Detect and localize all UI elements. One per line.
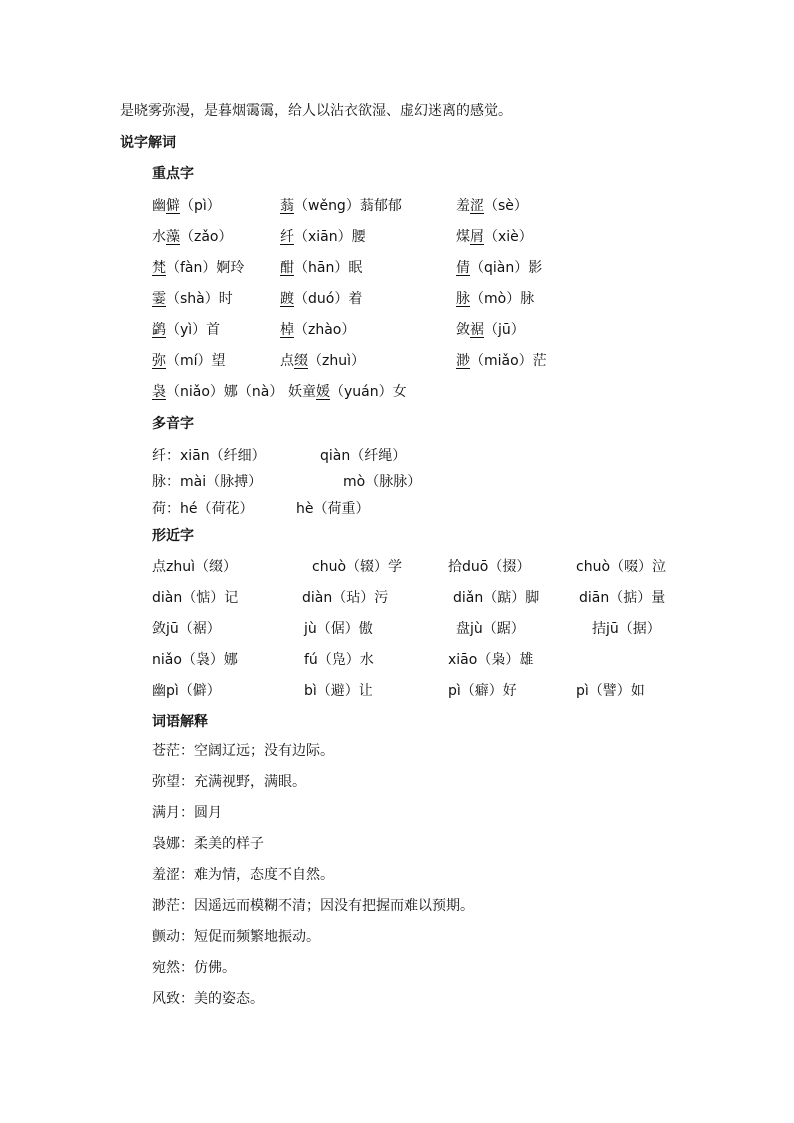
key-char-cell: 霎（shà）时 — [152, 291, 233, 307]
similar-char: bì（避）让 — [304, 683, 373, 699]
key-char-cell: 幽僻（pì） — [152, 198, 221, 214]
vocab-item: 苍茫：空阔辽远；没有边际。 — [152, 743, 334, 759]
vocab-item: 满月：圆月 — [152, 805, 222, 821]
similar-char: niǎo（袅）娜 — [152, 652, 238, 668]
key-char-cell: 脉（mò）脉 — [456, 291, 535, 307]
key-char-cell: 蓊（wěng）蓊郁郁 — [280, 198, 402, 214]
key-char-cell: 水藻（zǎo） — [152, 229, 233, 245]
key-char: 媛 — [316, 384, 330, 400]
similar-char: pì（譬）如 — [576, 683, 645, 699]
key-char: 涩 — [470, 198, 484, 214]
key-char-cell: 袅（niǎo）娜（nà） — [152, 384, 284, 400]
similar-char: 点zhuì（缀） — [152, 559, 237, 575]
vocab-heading: 词语解释 — [152, 714, 208, 730]
key-char-cell: 煤屑（xiè） — [456, 229, 533, 245]
similar-char: 拾duō（掇） — [448, 559, 531, 575]
key-char: 缀 — [294, 353, 308, 369]
key-char-cell: 酣（hān）眠 — [280, 260, 363, 276]
vocab-item: 风致：美的姿态。 — [152, 991, 264, 1007]
key-char-cell: 棹（zhào） — [280, 322, 356, 338]
key-chars-heading: 重点字 — [152, 166, 194, 182]
key-char: 鹢 — [152, 322, 166, 338]
key-char: 蓊 — [280, 198, 294, 214]
key-char: 屑 — [470, 229, 484, 245]
key-char: 酣 — [280, 260, 294, 276]
key-char: 纤 — [280, 229, 294, 245]
key-char: 梵 — [152, 260, 166, 276]
key-char: 渺 — [456, 353, 470, 369]
key-char: 棹 — [280, 322, 294, 338]
similar-char: 盘jù（踞） — [456, 621, 525, 637]
similar-char: 敛jū（裾） — [152, 621, 221, 637]
key-char-cell: 倩（qiàn）影 — [456, 260, 543, 276]
polyphone-reading: mò（脉脉） — [343, 474, 422, 490]
key-char: 霎 — [152, 291, 166, 307]
similar-char: chuò（啜）泣 — [576, 559, 667, 575]
key-char-cell: 弥（mí）望 — [152, 353, 226, 369]
key-char: 倩 — [456, 260, 470, 276]
section-title: 说字解词 — [120, 135, 176, 151]
similar-char: xiāo（枭）雄 — [448, 652, 534, 668]
similar-char: chuò（辍）学 — [312, 559, 403, 575]
key-char-cell: 妖童媛（yuán）女 — [288, 384, 407, 400]
similar-char: diǎn（踮）脚 — [453, 590, 540, 606]
similar-char: diān（掂）量 — [579, 590, 666, 606]
polyphone-reading: 荷：hé（荷花） — [152, 501, 254, 517]
key-char: 弥 — [152, 353, 166, 369]
key-char-cell: 纤（xiān）腰 — [280, 229, 366, 245]
polyphones-heading: 多音字 — [152, 416, 194, 432]
similar-char: fú（凫）水 — [304, 652, 374, 668]
key-char-cell: 点缀（zhuì） — [280, 353, 365, 369]
similar-char: 幽pì（僻） — [152, 683, 221, 699]
key-char-cell: 渺（miǎo）茫 — [456, 353, 547, 369]
key-char: 藻 — [166, 229, 180, 245]
vocab-item: 弥望：充满视野，满眼。 — [152, 774, 306, 790]
vocab-item: 袅娜：柔美的样子 — [152, 836, 264, 852]
similar-chars-heading: 形近字 — [152, 528, 194, 544]
key-char: 裾 — [470, 322, 484, 338]
vocab-item: 宛然：仿佛。 — [152, 960, 236, 976]
polyphone-reading: qiàn（纤绳） — [320, 448, 407, 464]
key-char: 袅 — [152, 384, 166, 400]
vocab-item: 颤动：短促而频繁地振动。 — [152, 929, 320, 945]
key-char-cell: 敛裾（jū） — [456, 322, 525, 338]
key-char-cell: 鹢（yì）首 — [152, 322, 221, 338]
key-char: 脉 — [456, 291, 470, 307]
similar-char: jù（倨）傲 — [304, 621, 373, 637]
key-char-cell: 梵（fàn）婀玲 — [152, 260, 245, 276]
key-char: 踱 — [280, 291, 294, 307]
key-char: 僻 — [166, 198, 180, 214]
similar-char: pì（癖）好 — [448, 683, 517, 699]
intro-line: 是晓雾弥漫，是暮烟霭霭，给人以沾衣欲湿、虚幻迷离的感觉。 — [120, 103, 512, 119]
vocab-item: 渺茫：因遥远而模糊不清；因没有把握而难以预期。 — [152, 898, 474, 914]
polyphone-reading: 纤：xiān（纤细） — [152, 448, 266, 464]
key-char-cell: 踱（duó）着 — [280, 291, 363, 307]
similar-char: 拮jū（据） — [592, 621, 661, 637]
polyphone-reading: hè（荷重） — [296, 501, 370, 517]
similar-char: diàn（惦）记 — [152, 590, 239, 606]
key-char-cell: 羞涩（sè） — [456, 198, 528, 214]
vocab-item: 羞涩：难为情，态度不自然。 — [152, 867, 334, 883]
similar-char: diàn（玷）污 — [302, 590, 389, 606]
polyphone-reading: 脉：mài（脉搏） — [152, 474, 263, 490]
